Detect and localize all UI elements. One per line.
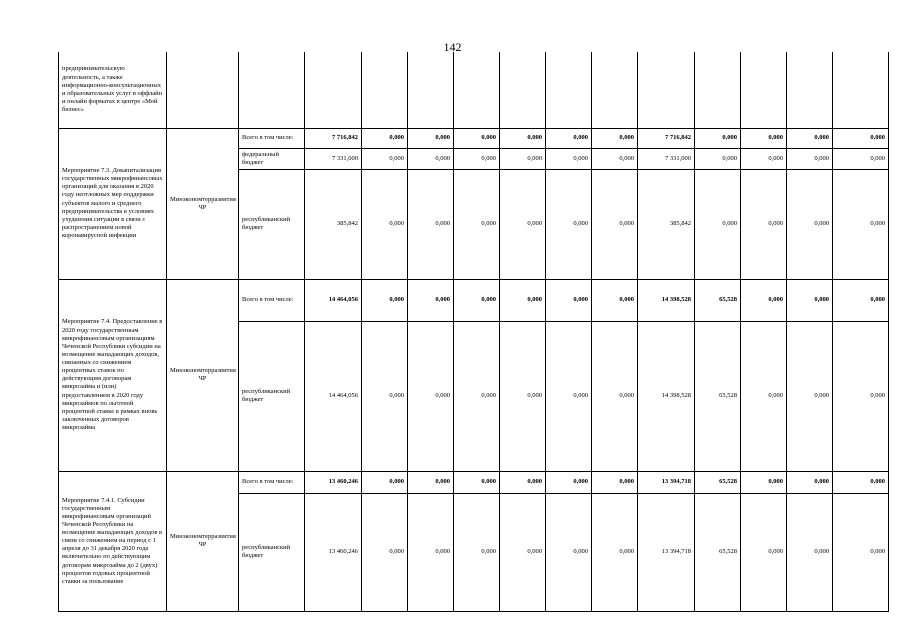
amount-cell: 0,000 <box>592 169 638 279</box>
empty-cell <box>833 52 889 128</box>
budget-table-body <box>59 52 889 611</box>
amount-cell: 0,000 <box>408 148 454 169</box>
amount-cell: 0,000 <box>741 279 787 321</box>
amount-cell: 13 460,246 <box>305 471 362 493</box>
amount-cell: 13 460,246 <box>305 493 362 611</box>
empty-cell <box>695 52 741 128</box>
amount-cell: 0,000 <box>546 128 592 148</box>
event-row <box>59 279 889 321</box>
empty-cell <box>239 52 305 128</box>
amount-cell: 0,000 <box>741 169 787 279</box>
amount-cell: 0,000 <box>408 321 454 471</box>
event-row <box>59 128 889 148</box>
amount-cell: 0,000 <box>695 148 741 169</box>
empty-cell <box>408 52 454 128</box>
amount-cell: 0,000 <box>592 128 638 148</box>
amount-cell: 0,000 <box>787 148 833 169</box>
amount-cell: 0,000 <box>500 148 546 169</box>
amount-cell: 0,000 <box>592 148 638 169</box>
amount-cell: 0,000 <box>362 321 408 471</box>
funding-source: Всего в том числе: <box>239 471 305 493</box>
funding-source: республиканский бюджет <box>239 169 305 279</box>
empty-cell <box>638 52 695 128</box>
amount-cell: 0,000 <box>362 493 408 611</box>
amount-cell: 0,000 <box>592 321 638 471</box>
amount-cell: 14 464,056 <box>305 321 362 471</box>
amount-cell: 0,000 <box>592 493 638 611</box>
amount-cell: 0,000 <box>500 279 546 321</box>
amount-cell: 0,000 <box>362 169 408 279</box>
empty-cell <box>362 52 408 128</box>
amount-cell: 0,000 <box>500 128 546 148</box>
amount-cell: 0,000 <box>454 471 500 493</box>
amount-cell: 0,000 <box>787 128 833 148</box>
amount-cell: 0,000 <box>741 148 787 169</box>
amount-cell: 0,000 <box>454 493 500 611</box>
amount-cell: 0,000 <box>408 493 454 611</box>
amount-cell: 65,528 <box>695 321 741 471</box>
amount-cell: 0,000 <box>408 471 454 493</box>
amount-cell: 0,000 <box>592 279 638 321</box>
event-description: Мероприятие 7.3. Докапитализация государственных микрофинансовых организаций для оказания в 2020 году неотложных мер поддержки субъектов малого и среднего предпринимательства в условиях ухудшения ситуации в связи с распространением новой коронавирусной инфекции <box>59 128 167 279</box>
amount-cell: 65,528 <box>695 279 741 321</box>
amount-cell: 14 464,056 <box>305 279 362 321</box>
amount-cell: 0,000 <box>362 128 408 148</box>
amount-cell: 0,000 <box>546 493 592 611</box>
amount-cell: 385,842 <box>638 169 695 279</box>
amount-cell: 0,000 <box>787 279 833 321</box>
empty-cell <box>167 52 239 128</box>
empty-cell <box>741 52 787 128</box>
amount-cell: 0,000 <box>546 148 592 169</box>
event-executor: Минэкономтерразвития ЧР <box>167 471 239 611</box>
amount-cell: 65,528 <box>695 493 741 611</box>
empty-cell <box>546 52 592 128</box>
funding-source: республиканский бюджет <box>239 321 305 471</box>
amount-cell: 0,000 <box>695 169 741 279</box>
empty-cell <box>500 52 546 128</box>
amount-cell: 7 331,000 <box>638 148 695 169</box>
empty-cell <box>454 52 500 128</box>
empty-cell <box>305 52 362 128</box>
amount-cell: 385,842 <box>305 169 362 279</box>
amount-cell: 0,000 <box>500 471 546 493</box>
event-description: Мероприятие 7.4.1. Субсидии государственным микрофинансовым организаций Чеченской Республики на возмещение выпадающих доходов в связи со снижением на период с 1 апреля до 31 декабря 2020 года включительно по действующим договорам микрозайма до 2 (двух) процентов годовых процентной ставки за пользование <box>59 471 167 611</box>
amount-cell: 0,000 <box>833 148 889 169</box>
amount-cell: 0,000 <box>695 128 741 148</box>
amount-cell: 0,000 <box>408 279 454 321</box>
amount-cell: 0,000 <box>833 321 889 471</box>
carryover-row <box>59 52 889 128</box>
amount-cell: 0,000 <box>741 321 787 471</box>
event-description: Мероприятие 7.4. Предоставление в 2020 году государственным микрофинансовым организациям Чеченской Республики субсидии на возмещение выпадающих доходов, связанных со снижением процентных ставок по действующим договорам микрозайма и (или) предоставлением в 2020 году микрозаймов по льготной процентной ставке в рамках вновь заключенных договоров микрозайма <box>59 279 167 471</box>
amount-cell: 0,000 <box>408 169 454 279</box>
empty-cell <box>592 52 638 128</box>
amount-cell: 0,000 <box>454 279 500 321</box>
amount-cell: 0,000 <box>546 279 592 321</box>
amount-cell: 14 398,528 <box>638 279 695 321</box>
amount-cell: 7 716,842 <box>638 128 695 148</box>
amount-cell: 0,000 <box>741 471 787 493</box>
event-executor: Минэкономтерразвития ЧР <box>167 279 239 471</box>
amount-cell: 0,000 <box>454 148 500 169</box>
amount-cell: 0,000 <box>546 471 592 493</box>
amount-cell: 0,000 <box>787 169 833 279</box>
amount-cell: 0,000 <box>546 169 592 279</box>
amount-cell: 0,000 <box>787 471 833 493</box>
amount-cell: 0,000 <box>454 169 500 279</box>
amount-cell: 0,000 <box>833 169 889 279</box>
amount-cell: 0,000 <box>833 471 889 493</box>
amount-cell: 0,000 <box>741 493 787 611</box>
amount-cell: 0,000 <box>454 321 500 471</box>
amount-cell: 0,000 <box>546 321 592 471</box>
amount-cell: 14 398,528 <box>638 321 695 471</box>
amount-cell: 0,000 <box>741 128 787 148</box>
amount-cell: 0,000 <box>454 128 500 148</box>
amount-cell: 0,000 <box>408 128 454 148</box>
amount-cell: 7 331,000 <box>305 148 362 169</box>
carryover-description: предпринимательскую деятельность, а также информационно-консультационных и образовательных услуг в оффлайн и онлайн форматах в центре «Мой бизнес» <box>59 52 167 128</box>
funding-source: республиканский бюджет <box>239 493 305 611</box>
amount-cell: 0,000 <box>592 471 638 493</box>
amount-cell: 0,000 <box>500 321 546 471</box>
amount-cell: 7 716,842 <box>305 128 362 148</box>
amount-cell: 0,000 <box>833 128 889 148</box>
event-row <box>59 471 889 493</box>
amount-cell: 13 394,718 <box>638 471 695 493</box>
amount-cell: 0,000 <box>362 148 408 169</box>
amount-cell: 65,528 <box>695 471 741 493</box>
event-executor: Минэкономтерразвития ЧР <box>167 128 239 279</box>
funding-source: Всего в том числе: <box>239 279 305 321</box>
amount-cell: 0,000 <box>787 493 833 611</box>
amount-cell: 0,000 <box>500 493 546 611</box>
amount-cell: 0,000 <box>833 279 889 321</box>
amount-cell: 0,000 <box>787 321 833 471</box>
budget-table <box>58 52 889 612</box>
amount-cell: 0,000 <box>500 169 546 279</box>
page-number: 142 <box>443 40 462 54</box>
funding-source: Всего в том числе: <box>239 128 305 148</box>
amount-cell: 0,000 <box>362 471 408 493</box>
amount-cell: 13 394,718 <box>638 493 695 611</box>
amount-cell: 0,000 <box>833 493 889 611</box>
funding-source: федеральный бюджет <box>239 148 305 169</box>
empty-cell <box>787 52 833 128</box>
amount-cell: 0,000 <box>362 279 408 321</box>
